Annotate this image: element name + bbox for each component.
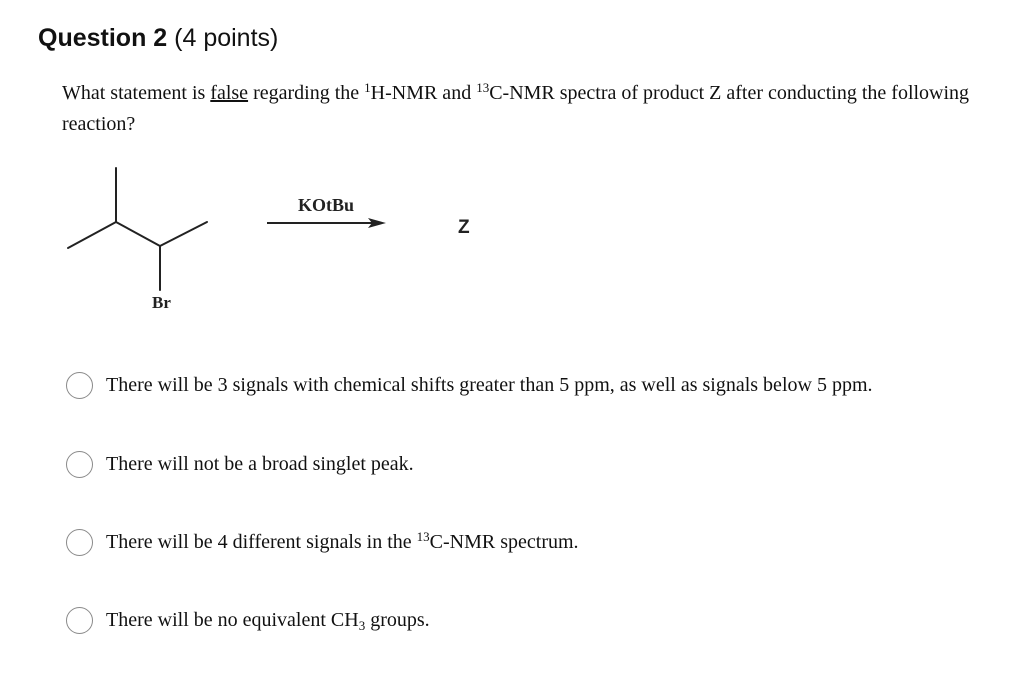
question-title [38,24,278,53]
choice-4-text-pre: There will be no equivalent CH [106,608,359,631]
radio-button-2[interactable] [66,451,93,478]
answer-choice-1[interactable] [66,369,873,401]
bond-central [116,222,160,246]
answer-choice-1-text: There will be 3 signals with chemical shifts greater than 5 ppm, as well as signals below 5 ppm. [106,373,873,396]
choice-4-text-post: groups. [365,608,430,631]
reaction-scheme [0,160,1024,335]
choice-3-text-pre: There will be 4 different signals in the [106,530,417,553]
stem-h-label: H-NMR and [370,82,477,104]
radio-button-3[interactable] [66,529,93,556]
reagent-label: KOtBu [298,195,355,215]
stem-c-superscript: 13 [476,80,490,95]
stem-h-superscript: 1 [364,80,371,95]
choice-3-text-post: C-NMR spectrum. [429,530,579,553]
bond-left-methyl [68,222,116,248]
bond-right-methyl [160,222,207,246]
radio-button-4[interactable] [66,607,93,634]
bromine-label: Br [152,293,171,312]
choice-4-subscript: 3 [358,617,366,633]
answer-choice-3-text [106,528,579,554]
stem-text-3: C-NMR spectra of product Z after conducting the following reaction? [62,82,970,135]
stem-text-1: What statement is [62,82,211,104]
question-stem [62,78,1002,140]
answer-choice-2[interactable] [66,448,414,480]
question-points: (4 points) [174,24,279,52]
choice-3-superscript: 13 [416,528,430,544]
question-number: Question 2 [38,24,168,52]
radio-button-1[interactable] [66,372,93,399]
answer-choice-4-text [106,609,430,632]
stem-text-2: regarding the [248,82,365,104]
answer-choice-3[interactable] [66,526,579,558]
reactant-structure [68,168,207,290]
stem-underlined-word: false [210,82,249,104]
answer-choice-2-text: There will not be a broad singlet peak. [106,452,414,475]
answer-choice-4[interactable] [66,604,430,636]
product-label: Z [458,217,470,238]
reaction-arrow [267,218,386,228]
